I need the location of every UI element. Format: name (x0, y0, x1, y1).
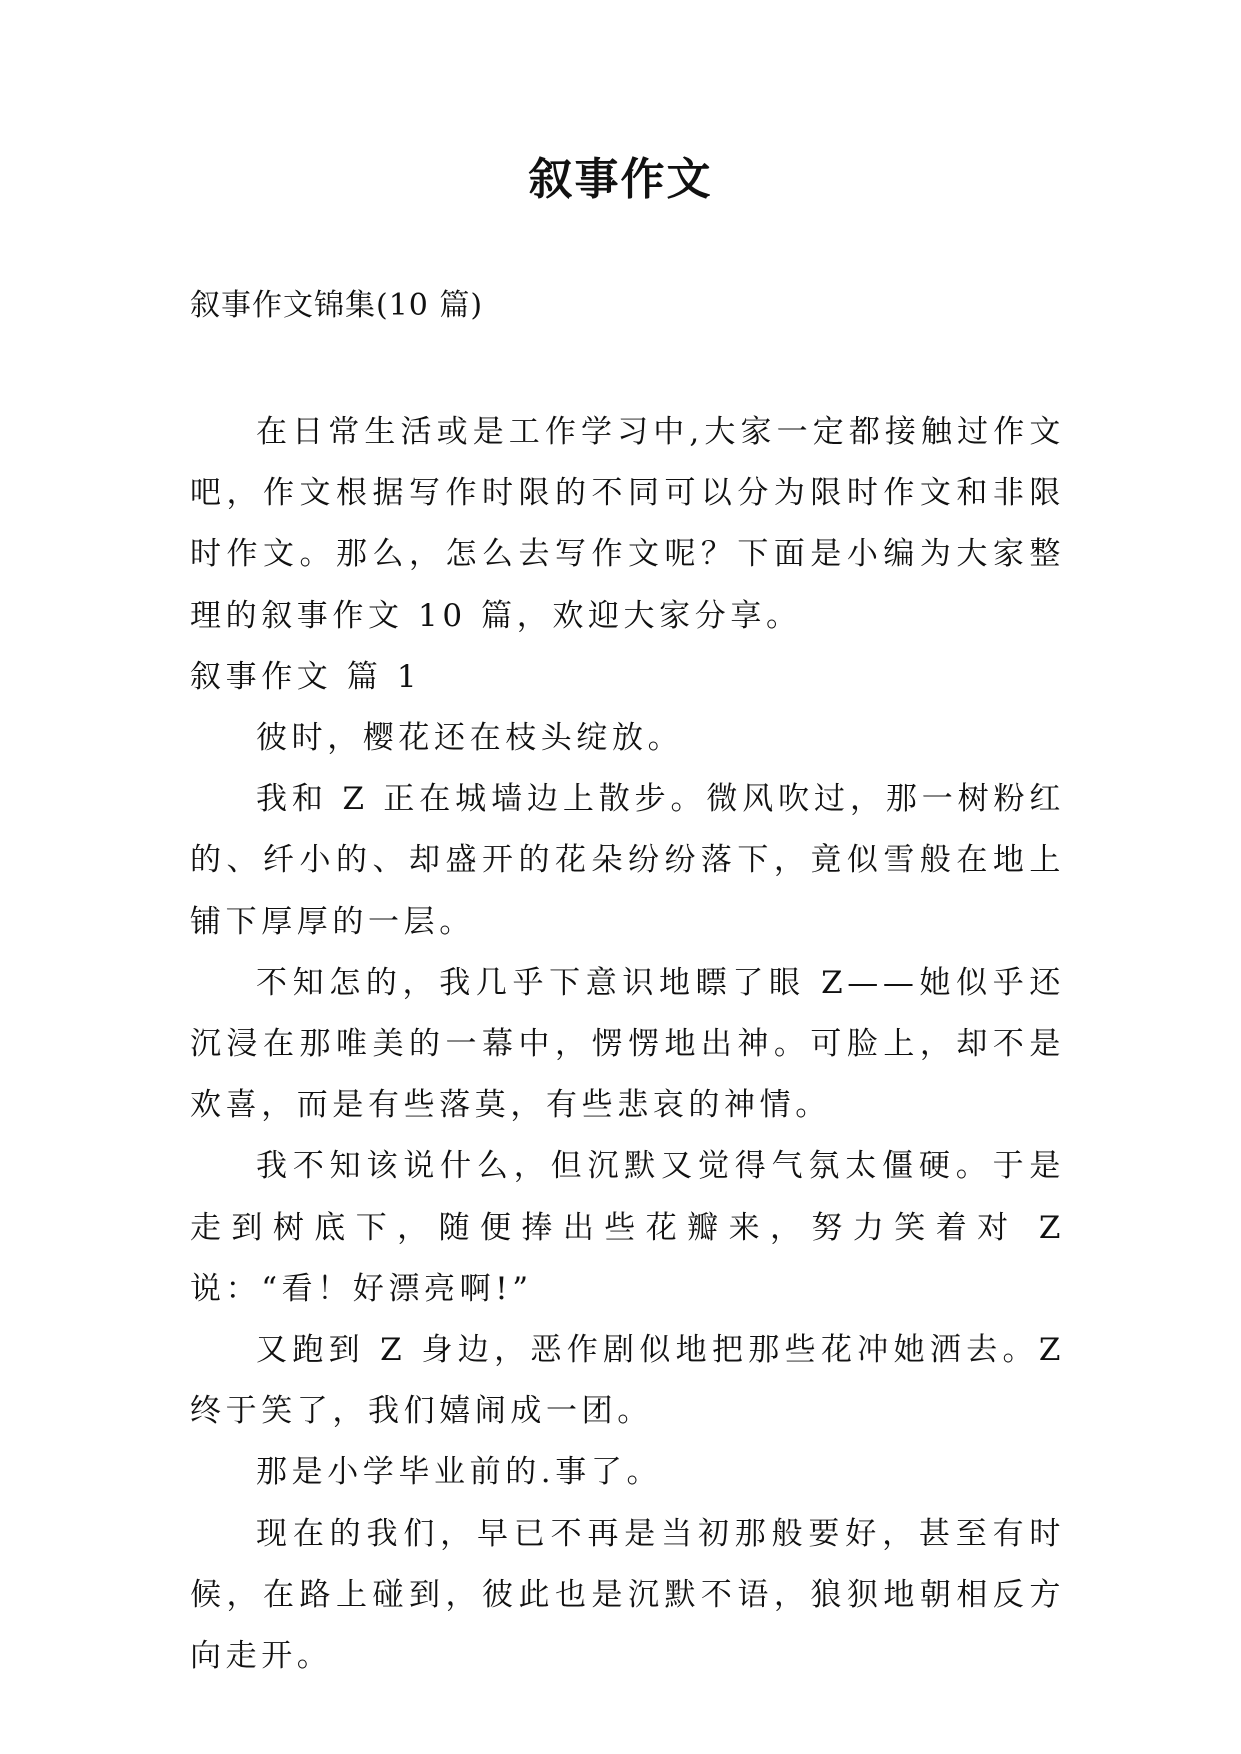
body-paragraph: 那是小学毕业前的.事了。 (256, 1454, 663, 1491)
document-subtitle: 叙事作文锦集(10 篇) (190, 288, 484, 323)
body-paragraph: 不知怎的，我几乎下意识地瞟了眼 Z——她似乎还沉浸在那唯美的一幕中，愣愣地出神。可脸上，却不是欢喜，而是有些落莫，有些悲哀的神情。 (190, 964, 1065, 1124)
body-paragraph: 又跑到 Z 身边，恶作剧似地把那些花冲她洒去。Z 终于笑了，我们嬉闹成一团。 (190, 1332, 1065, 1430)
body-paragraph: 现在的我们，早已不再是当初那般要好，甚至有时候，在路上碰到，彼此也是沉默不语，狼狈地朝相反方向走开。 (190, 1515, 1065, 1675)
document-title: 叙事作文 (528, 154, 713, 205)
section-heading: 叙事作文 篇 1 (190, 658, 422, 695)
document-body (190, 402, 1065, 1687)
intro-paragraph: 在日常生活或是工作学习中,大家一定都接触过作文吧，作文根据写作时限的不同可以分为限时作文和非限时作文。那么，怎么去写作文呢？下面是小编为大家整理的叙事作文 10 篇，欢迎大家分享。 (190, 414, 1065, 634)
body-paragraph: 我不知该说什么，但沉默又觉得气氛太僵硬。于是走到树底下，随便捧出些花瓣来，努力笑着对 Z 说：“看！好漂亮啊!” (190, 1148, 1065, 1307)
body-paragraph: 彼时，樱花还在枝头绽放。 (256, 720, 684, 757)
body-paragraph: 我和 Z 正在城墙边上散步。微风吹过，那一树粉红的、纤小的、却盛开的花朵纷纷落下，竟似雪般在地上铺下厚厚的一层。 (190, 781, 1065, 940)
